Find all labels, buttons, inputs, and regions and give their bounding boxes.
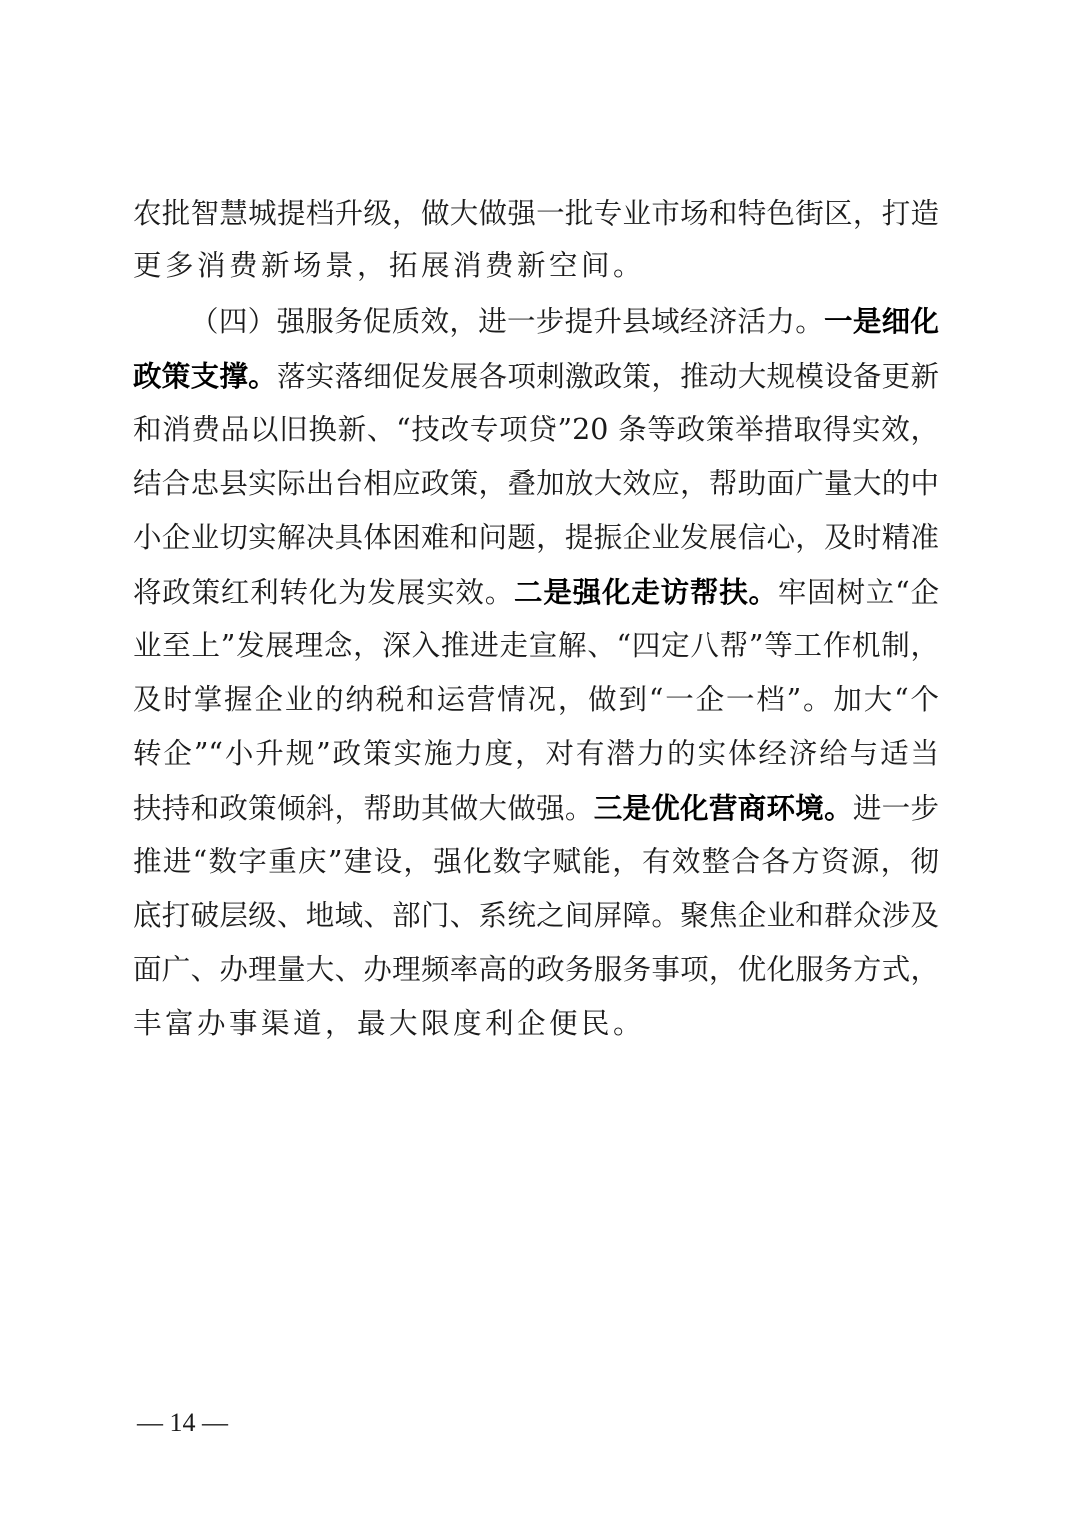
paragraph-line: 业至上”发展理念，深入推进走宣解、“四定八帮”等工作机制， — [133, 629, 939, 662]
section-heading-line — [190, 293, 939, 349]
paragraph-line: 农批智慧城提档升级，做大做强一批专业市场和特色街区，打造 — [133, 197, 939, 230]
line-text: 落实落细促发展各项刺激政策，推动大规模设备更新 — [276, 360, 939, 393]
paragraph-line: 面广、办理量大、办理频率高的政务服务事项，优化服务方式， — [133, 953, 939, 986]
paragraph-line — [133, 780, 939, 836]
page-number: — 14 — — [137, 1408, 228, 1437]
section-heading: （四）强服务促质效，进一步提升县域经济活力。 — [190, 305, 825, 338]
line-text: 进一步 — [852, 792, 939, 825]
paragraph-line: 小企业切实解决具体困难和问题，提振企业发展信心，及时精准 — [133, 521, 939, 554]
line-text: 牢固树立“企 — [777, 576, 939, 609]
paragraph-line: 底打破层级、地域、部门、系统之间屏障。聚焦企业和群众涉及 — [133, 899, 939, 932]
bold-point-two: 二是强化走访帮扶。 — [514, 575, 778, 609]
bold-point-three: 三是优化营商环境。 — [593, 791, 853, 825]
bold-point-one: 一是细化 — [824, 304, 939, 338]
paragraph-line: 转企”“小升规”政策实施力度，对有潜力的实体经济给与适当 — [133, 737, 939, 770]
paragraph-line: 及时掌握企业的纳税和运营情况，做到“一企一档”。加大“个 — [133, 683, 939, 716]
bold-point-one-cont: 政策支撑。 — [133, 359, 277, 393]
line-text: 扶持和政策倾斜，帮助其做大做强。 — [133, 792, 594, 825]
paragraph-line — [133, 348, 939, 404]
paragraph-line: 更多消费新场景，拓展消费新空间。 — [133, 249, 646, 282]
paragraph-line: 丰富办事渠道，最大限度利企便民。 — [133, 1007, 646, 1040]
line-text: 将政策红利转化为发展实效。 — [133, 576, 515, 609]
paragraph-line: 推进“数字重庆”建设，强化数字赋能，有效整合各方资源，彻 — [133, 845, 939, 878]
paragraph-line: 结合忠县实际出台相应政策，叠加放大效应，帮助面广量大的中 — [133, 467, 939, 500]
paragraph-line: 和消费品以旧换新、“技改专项贷”20 条等政策举措取得实效， — [133, 413, 939, 446]
paragraph-line — [133, 564, 939, 620]
